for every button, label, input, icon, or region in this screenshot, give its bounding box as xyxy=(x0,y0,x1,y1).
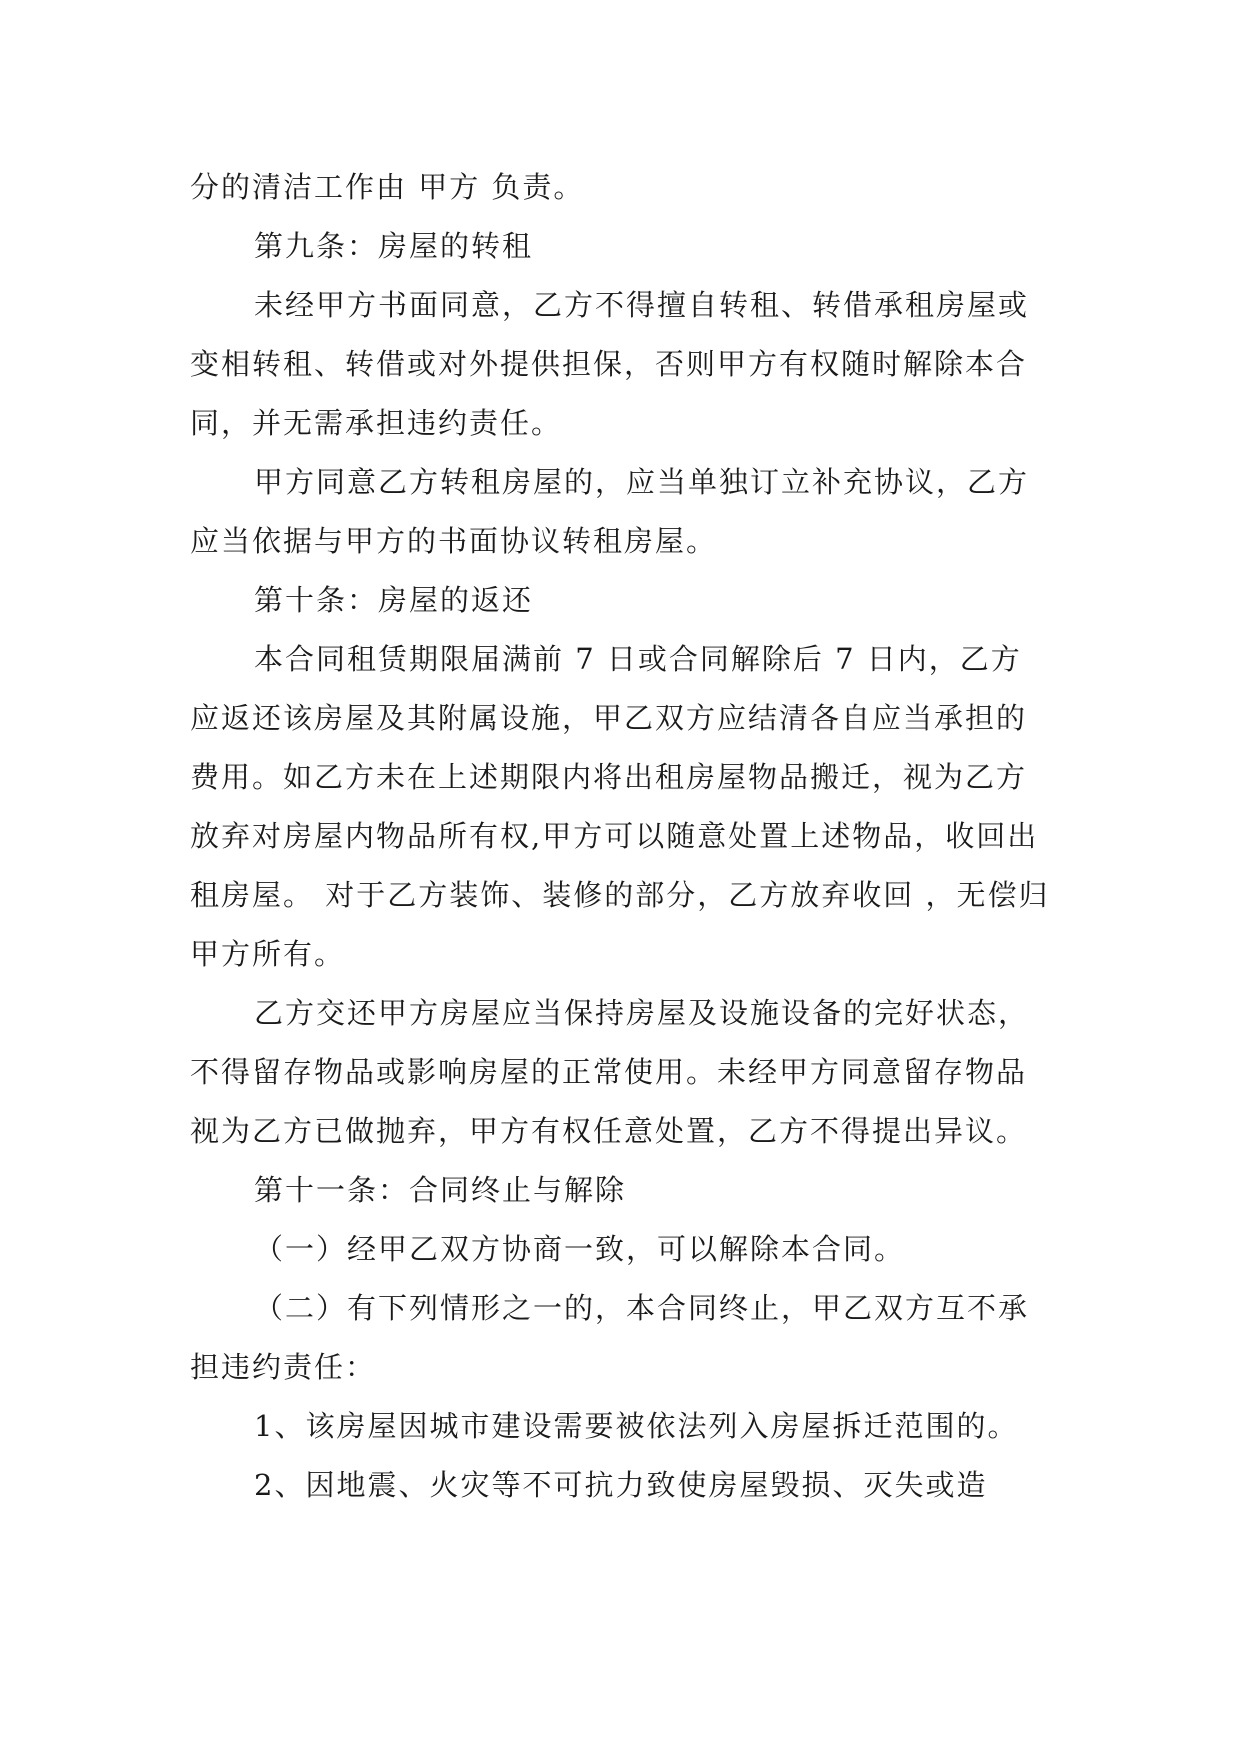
paragraph-5: 乙方交还甲方房屋应当保持房屋及设施设备的完好状态，不得留存物品或影响房屋的正常使用。未经甲方同意留存物品视为乙方已做抛弃，甲方有权任意处置，乙方不得提出异议。 xyxy=(190,996,1030,1148)
paragraph-3: 甲方同意乙方转租房屋的，应当单独订立补充协议，乙方应当依据与甲方的书面协议转租房屋。 xyxy=(190,465,1030,558)
paragraph-1: 分的清洁工作由 甲方 负责。 xyxy=(190,170,585,204)
document-body xyxy=(190,158,1050,1515)
clause-1: （一）经甲乙双方协商一致，可以解除本合同。 xyxy=(254,1232,906,1266)
heading-article-9: 第九条：房屋的转租 xyxy=(254,229,534,263)
list-item-1: 1、该房屋因城市建设需要被依法列入房屋拆迁范围的。 xyxy=(254,1409,1019,1443)
heading-article-11: 第十一条：合同终止与解除 xyxy=(254,1173,627,1207)
clause-2: （二）有下列情形之一的，本合同终止，甲乙双方互不承担违约责任： xyxy=(190,1291,1030,1384)
list-item-2: 2、因地震、火灾等不可抗力致使房屋毁损、灭失或造 xyxy=(254,1468,988,1502)
paragraph-2: 未经甲方书面同意，乙方不得擅自转租、转借承租房屋或变相转租、转借或对外提供担保，否则甲方有权随时解除本合同，并无需承担违约责任。 xyxy=(190,288,1030,440)
heading-article-10: 第十条：房屋的返还 xyxy=(254,583,534,617)
paragraph-4: 本合同租赁期限届满前 7 日或合同解除后 7 日内，乙方应返还该房屋及其附属设施，甲乙双方应结清各自应当承担的费用。如乙方未在上述期限内将出租房屋物品搬迁，视为乙方放弃对房屋内物品所有权,甲方可以随意处置上述物品，收回出租房屋。 对于乙方装饰、装修的部分，乙方放弃收回 ，无偿归甲方所有。 xyxy=(190,642,1050,971)
